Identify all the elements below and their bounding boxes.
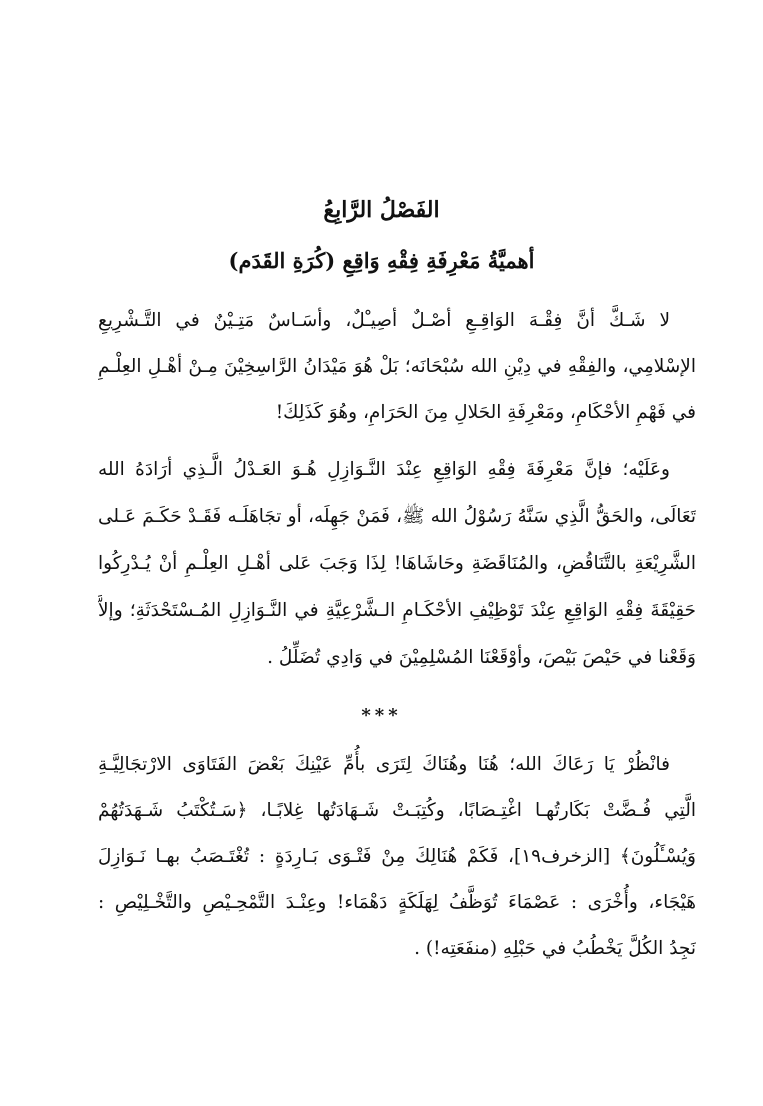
paragraph-line: في فَهْمِ الأحْكَامِ، ومَعْرِفَةِ الحَلالِ مِنَ الحَرَامِ، وهُوَ كَذَلِكَ! bbox=[275, 402, 696, 423]
paragraph-line: هَيْجَاء، وأُخْرَى : عَصْمَاءَ تُوَظَّفُ لِهَلَكَةٍ دَهْمَاء! وعِنْـدَ التَّمْحِـيْصِ والتَّخْـلِيْصِ : bbox=[98, 892, 696, 913]
paragraph-line: الشَّرِيْعَةِ بالتَّنَاقُضِ، والمُنَاقَضَةِ وحَاشَاهَا! لِذَا وَجَبَ عَلى أهْـلِ العِلْـمِ أنْ يُـدْرِكُوا bbox=[98, 553, 696, 574]
paragraph-line: لا شَـكَّ أنَّ فِقْـهَ الوَاقِـعِ أصْـلٌ أصِيـْلٌ، وأسَـاسٌ مَتِـيْنٌ في التَّـشْرِيعِ bbox=[98, 310, 670, 331]
paragraph-line: وَيُسْـَٔلُونَ﴾ [الزخرف١٩]، فَكَمْ هُنَالِكَ مِنْ فَتْـوَى بَـارِدَةٍ : تُغْتَـصَبُ بهـا نَـوَازِلَ bbox=[98, 846, 696, 867]
section-separator: *** bbox=[361, 705, 402, 726]
paragraph-line: فانْظُرْ يَا رَعَاكَ الله؛ هُنَا وهُنَاكَ لِتَرَى بأُمِّ عَيْنِكَ بَعْضَ الفَتَاوَى الارْتجَالِيَّـةِ bbox=[98, 754, 670, 775]
paragraph-3 bbox=[98, 742, 696, 972]
paragraph-line: الإسْلامِي، والفِقْهِ في دِيْنِ الله سُبْحَانَه؛ بَلْ هُوَ مَيْدَانُ الرَّاسِخِيْنَ مِـنْ أهْـلِ العِلْـمِ bbox=[98, 356, 696, 377]
paragraph-line: تَعَالَى، والحَقُّ الَّذِي سَنَّهُ رَسُوْلُ الله ﷺ، فَمَنْ جَهِلَه، أو تجَاهَلَـه فَقَـدْ حَكَـمَ عَـلى bbox=[98, 506, 696, 527]
paragraph-2 bbox=[98, 446, 696, 681]
paragraph-1 bbox=[98, 298, 696, 436]
chapter-subtitle: أهميَّةُ مَعْرِفَةِ فِقْهِ وَاقِعِ (كُرَةِ القَدَم) bbox=[228, 248, 535, 273]
paragraph-line: الَّتِي فُـضَّتْ بَكَارتُهـا اغْتِـصَابًا، وكُتِبَـتْ شَـهَادَتُها غِلابًـا، ﴿سَـتُكْتَبُ شَـهَدَتُهُمْ bbox=[98, 800, 696, 821]
paragraph-line: حَقِيْقَةَ فِقْهِ الوَاقِعِ عِنْدَ تَوْظِيْفِ الأحْكَـامِ الـشَّرْعِيَّةِ في النَّـوَازِلِ المُـسْتَحْدَثَةِ؛ وإلاَّ bbox=[98, 600, 696, 621]
paragraph-line: نَجِدُ الكُلَّ يَخْطُبُ في حَبْلِهِ (منفَعَتِه!) . bbox=[414, 938, 696, 959]
paragraph-line: وعَلَيْه؛ فإنَّ مَعْرِفَةَ فِقْهِ الوَاقِعِ عِنْدَ النَّـوَازِلِ هُـوَ العَـدْلُ الَّـذِي أرَادَهُ الله bbox=[98, 459, 670, 480]
chapter-title: الفَصْلُ الرَّابِعُ bbox=[323, 197, 440, 223]
paragraph-line: وَقَعْنا في حَيْصَ بَيْصَ، وأوْقَعْنَا المُسْلِمِيْنَ في وَادِي تُضَلِّلُ . bbox=[267, 647, 696, 668]
